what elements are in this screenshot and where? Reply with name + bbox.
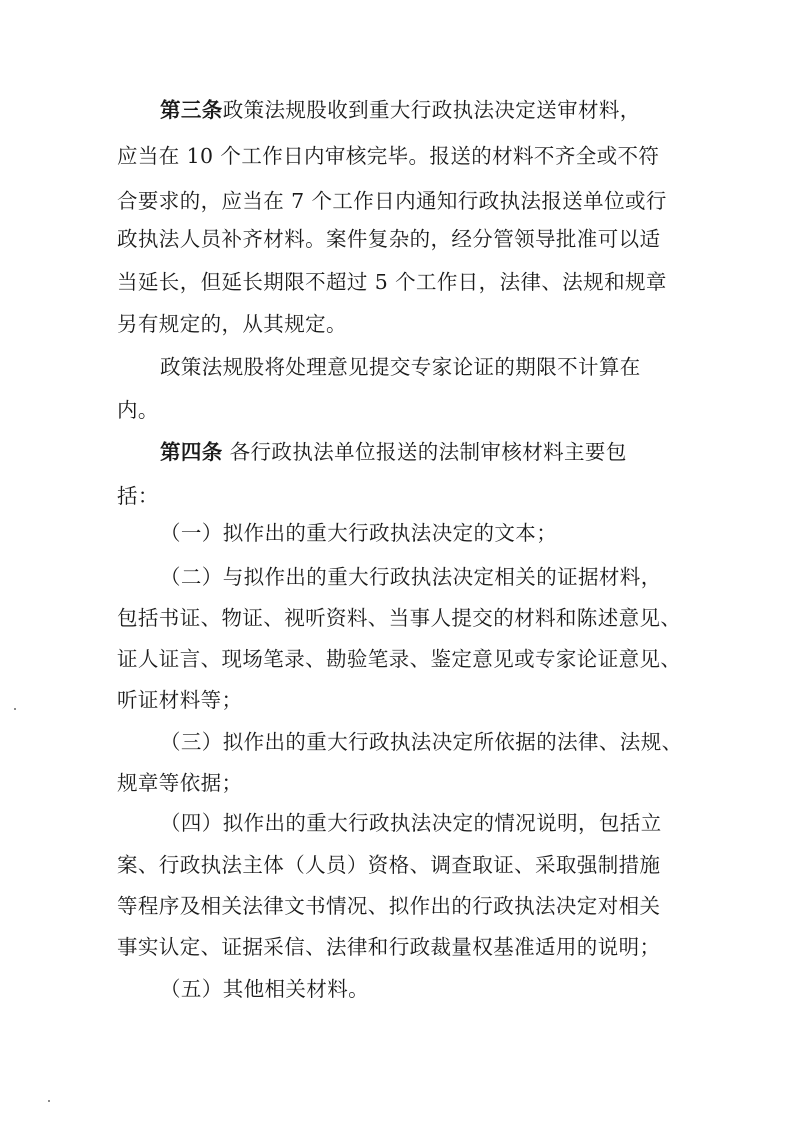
article-4-item-2-line-3: 证人证言、现场笔录、勘验笔录、鉴定意见或专家论证意见、 <box>117 647 682 671</box>
article-4-line-1-text: 各行政执法单位报送的法制审核材料主要包 <box>222 440 627 464</box>
scan-speck <box>14 708 16 710</box>
article-3-line-6: 另有规定的，从其规定。 <box>117 312 347 336</box>
article-4-item-3-line-2: 规章等依据； <box>117 771 243 795</box>
article-3-para-2-line-1: 政策法规股将处理意见提交专家论证的期限不计算在 <box>160 355 641 379</box>
scan-speck <box>48 1100 50 1102</box>
article-4-item-3-line-1: （三）拟作出的重大行政执法决定所依据的法律、法规、 <box>160 730 683 754</box>
article-4-line-1 <box>160 437 677 467</box>
article-4-line-2: 括： <box>117 484 159 508</box>
article-3-line-2: 应当在 10 个工作日内审核完毕。报送的材料不齐全或不符 <box>117 144 660 168</box>
article-3-para-2-line-2: 内。 <box>117 398 159 422</box>
article-3-heading: 第三条 <box>160 98 223 122</box>
article-4-item-4-line-3: 等程序及相关法律文书情况、拟作出的行政执法决定对相关 <box>117 894 661 918</box>
article-4-item-2-line-2: 包括书证、物证、视听资料、当事人提交的材料和陈述意见、 <box>117 606 682 630</box>
article-3-line-5: 当延长，但延长期限不超过 5 个工作日，法律、法规和规章 <box>117 270 667 294</box>
article-3-line-4: 政执法人员补齐材料。案件复杂的，经分管领导批准可以适 <box>117 227 661 251</box>
article-3-line-3: 合要求的，应当在 7 个工作日内通知行政执法报送单位或行 <box>117 189 667 213</box>
article-4-item-1: （一）拟作出的重大行政执法决定的文本； <box>160 521 558 545</box>
article-4-item-4-line-1: （四）拟作出的重大行政执法决定的情况说明，包括立 <box>160 811 662 835</box>
article-4-heading: 第四条 <box>160 440 223 464</box>
article-3-line-1 <box>160 95 677 125</box>
article-3-line-1-text: 政策法规股收到重大行政执法决定送审材料， <box>222 98 641 122</box>
article-4-item-4-line-2: 案、行政执法主体（人员）资格、调查取证、采取强制措施 <box>117 853 661 877</box>
article-4-item-4-line-4: 事实认定、证据采信、法律和行政裁量权基准适用的说明； <box>117 935 661 959</box>
article-4-item-2-line-4: 听证材料等； <box>117 688 243 712</box>
article-4-item-5: （五）其他相关材料。 <box>160 977 369 1001</box>
article-4-item-2-line-1: （二）与拟作出的重大行政执法决定相关的证据材料， <box>160 565 662 589</box>
